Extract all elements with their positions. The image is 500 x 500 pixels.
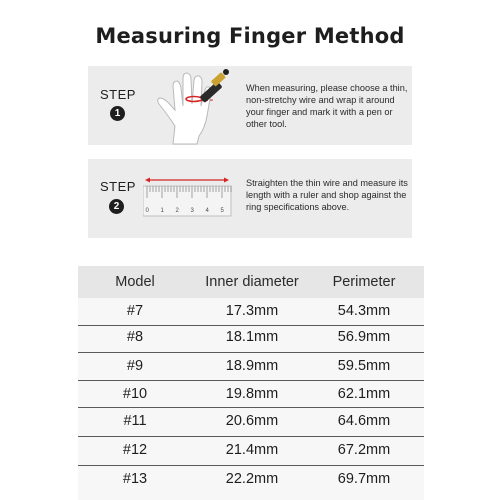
cell-model: #9 [126,358,144,374]
step-2-instructions: Straighten the thin wire and measure its length with a ruler and shop against the ring specifications above. [246,178,408,212]
cell-perimeter: 67.2mm [337,442,391,458]
row-divider [78,465,424,466]
cell-perimeter: 62.1mm [337,386,391,402]
table-row [78,353,424,381]
cell-inner-diameter: 17.3mm [225,303,279,319]
wire-arrow-icon [145,178,229,183]
step-1-label: STEP [100,87,136,102]
cell-perimeter: 69.7mm [337,471,391,487]
row-divider [78,325,424,326]
table-row [78,324,424,352]
ruler-number: 2 [175,208,179,214]
ruler-number: 3 [190,208,194,214]
table-row [78,437,424,465]
cell-model: #12 [122,442,148,458]
cell-perimeter: 56.9mm [337,329,391,345]
cell-perimeter: 59.5mm [337,358,391,374]
cell-model: #8 [126,329,144,345]
cell-perimeter: 64.6mm [337,413,391,429]
cell-model: #11 [123,413,147,429]
cell-model: #10 [122,386,148,402]
header-model: Model [115,274,155,290]
cell-inner-diameter: 18.1mm [225,329,279,345]
page-title: Measuring Finger Method [95,24,405,48]
cell-inner-diameter: 20.6mm [225,413,279,429]
cell-perimeter: 54.3mm [337,303,391,319]
row-divider [78,380,424,381]
hand-wrap-illustration [145,66,245,145]
header-perimeter: Perimeter [332,274,396,290]
step-1-card [88,66,412,145]
step-1-instructions: When measuring, please choose a thin, non-stretchy wire and wrap it around your finger and mark it with a pen or other tool. [246,83,408,129]
table-header [78,266,424,298]
header-inner-diameter: Inner diameter [205,274,299,290]
table-row [78,381,424,409]
table-row [78,466,424,494]
ruler-measure-illustration [143,175,233,223]
row-divider [78,436,424,437]
cell-inner-diameter: 22.2mm [225,471,279,487]
cell-inner-diameter: 21.4mm [225,442,279,458]
row-divider [78,352,424,353]
table-row [78,298,424,326]
table-row [78,408,424,436]
ruler-number: 5 [220,208,224,214]
step-2-label: STEP [100,179,136,194]
cell-model: #13 [122,471,148,487]
pen-icon [199,69,229,103]
cell-inner-diameter: 19.8mm [225,386,279,402]
step-2-number-badge: 2 [109,199,124,214]
cell-model: #7 [126,303,144,319]
ruler-number: 0 [145,208,149,214]
step-2-card [88,159,412,238]
row-divider [78,407,424,408]
ruler-number: 4 [205,208,209,214]
cell-inner-diameter: 18.9mm [225,358,279,374]
ruler-number: 1 [160,208,164,214]
step-1-number-badge: 1 [110,106,125,121]
size-table [78,266,424,500]
